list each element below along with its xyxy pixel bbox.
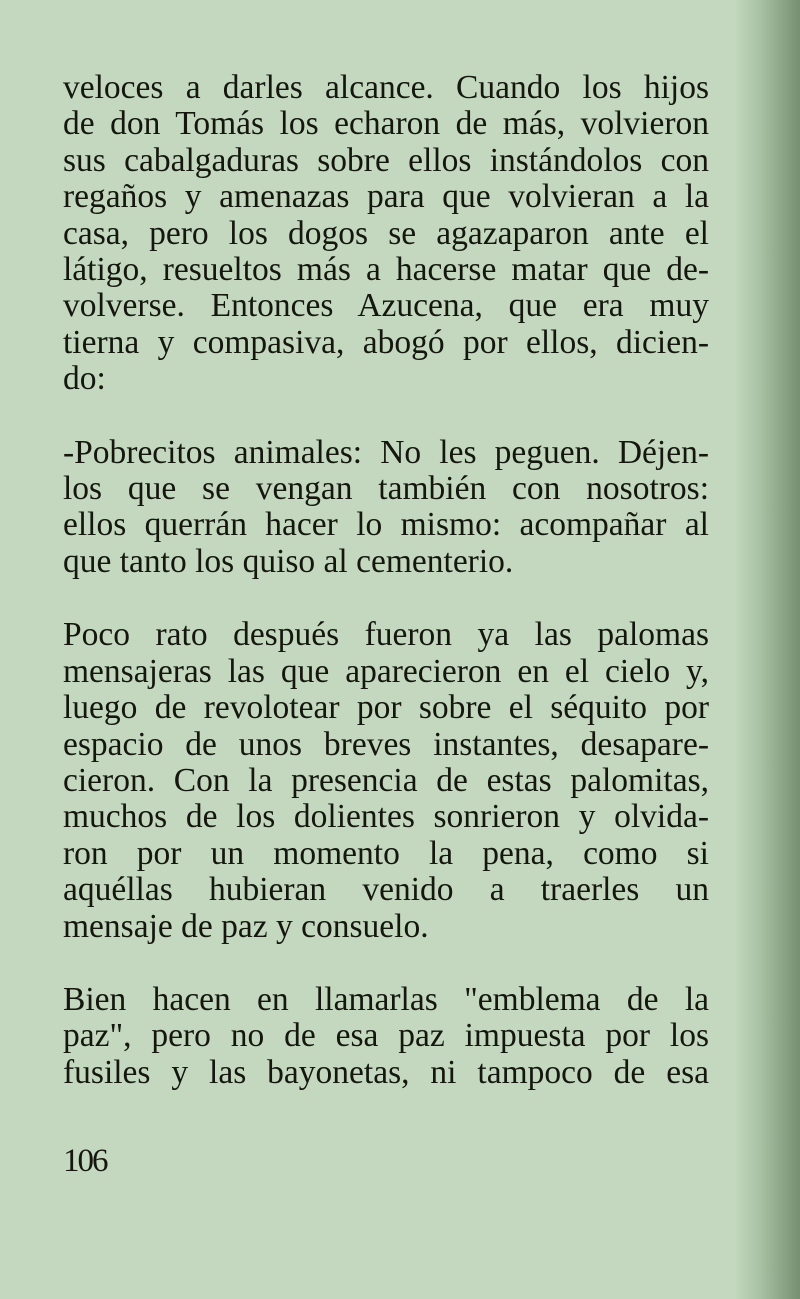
text-line: Poco rato después fueron ya las palomas bbox=[63, 616, 709, 654]
text-line: sus cabalgaduras sobre ellos instándolos con bbox=[63, 141, 709, 179]
text-line: mensajeras las que aparecieron en el cielo y, bbox=[63, 652, 709, 690]
text-line: Bien hacen en llamarlas "emblema de la bbox=[63, 980, 709, 1018]
text-line: látigo, resueltos más a hacerse matar que de- bbox=[63, 251, 709, 289]
text-line: paz", pero no de esa paz impuesta por los bbox=[63, 1017, 709, 1055]
text-line: ellos querrán hacer lo mismo: acompañar al bbox=[63, 506, 709, 544]
text-line: espacio de unos breves instantes, desapare- bbox=[63, 725, 709, 763]
paragraph bbox=[63, 70, 709, 398]
text-line: casa, pero los dogos se agazaparon ante el bbox=[63, 214, 709, 252]
paragraph bbox=[63, 617, 709, 945]
text-line: -Pobrecitos animales: No les peguen. Déjen- bbox=[63, 433, 709, 471]
text-line: ron por un momento la pena, como si bbox=[63, 834, 709, 872]
text-line: aquéllas hubieran venido a traerles un bbox=[63, 871, 709, 909]
text-line: volverse. Entonces Azucena, que era muy bbox=[63, 287, 709, 325]
text-line: los que se vengan también con nosotros: bbox=[63, 470, 709, 508]
paragraph bbox=[63, 982, 709, 1091]
text-line: do: bbox=[63, 360, 106, 398]
page-number: 106 bbox=[63, 1143, 107, 1179]
text-line: muchos de los dolientes sonrieron y olvida- bbox=[63, 798, 709, 836]
text-line: de don Tomás los echaron de más, volvieron bbox=[63, 105, 709, 143]
text-line: tierna y compasiva, abogó por ellos, dicien- bbox=[63, 323, 709, 361]
text-line: regaños y amenazas para que volvieran a la bbox=[63, 178, 709, 216]
text-line: fusiles y las bayonetas, ni tampoco de esa bbox=[63, 1053, 709, 1091]
text-line: veloces a darles alcance. Cuando los hijos bbox=[63, 69, 709, 106]
text-line: cieron. Con la presencia de estas palomitas, bbox=[63, 761, 709, 799]
paragraph bbox=[63, 435, 709, 581]
text-line: que tanto los quiso al cementerio. bbox=[63, 542, 514, 580]
body-text bbox=[63, 70, 709, 1128]
text-line: mensaje de paz y consuelo. bbox=[63, 907, 429, 945]
text-line: luego de revolotear por sobre el séquito por bbox=[63, 689, 709, 727]
